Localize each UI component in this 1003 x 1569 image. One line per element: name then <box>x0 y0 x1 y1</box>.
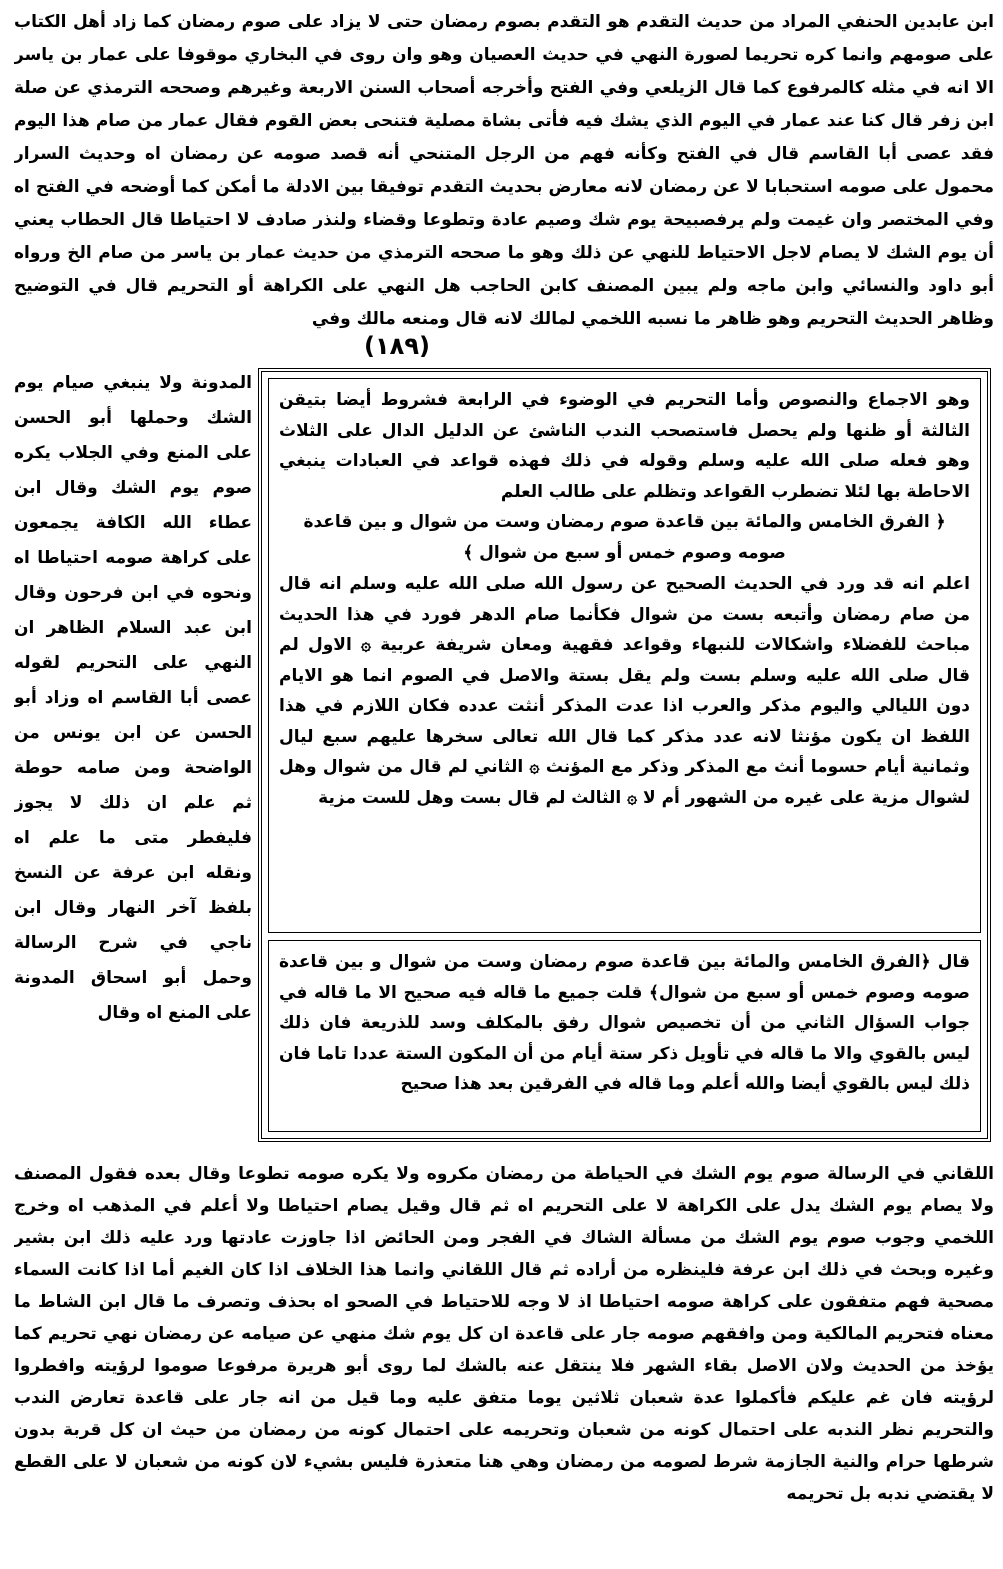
main-text-body: اعلم انه قد ورد في الحديث الصحيح عن رسول الله صلى الله عليه وسلم انه قال من صام رمضان وأتبعه بست من شوال فكأنما صام الدهر فورد في هذا الحديث مباحث للفضلاء واشكالات للنبهاء وقواعد فقهية ومعان شريفة عربية ۞ الاول لم قال صلى الله عليه وسلم بست ولم يقل بستة والاصل في الصوم انما هو الايام دون الليالي واليوم مذكر والعرب اذا عدت المذكر أنثت عدده فكان اللازم في هذا اللفظ ان يكون مؤنثا لانه عدد مذكر كما قال الله تعالى سخرها عليهم سبع ليال وثمانية أيام حسوما أنث مع المذكر وذكر مع المؤنث ۞ الثاني لم قال من شوال وهل لشوال مزية على غيره من الشهور أم لا ۞ الثالث لم قال بست وهل للست مزية <box>279 574 970 808</box>
gloss-text: قال ﴿الفرق الخامس والمائة بين قاعدة صوم رمضان وست من شوال و بين قاعدة صومه وصوم خمس أو سبع من شوال﴾ قلت جميع ما قاله فيه صحيح الا ما قاله في جواب السؤال الثاني من أن تخصيص شوال رفق بالمكلف وسد للذريعة فان ذلك ليس بالقوي والا ما قاله في تأويل ذكر ستة أيام من أن المكون الستة عددا تاما فان ذلك ليس بالقوي أيضا والله أعلم وما قاله في الفرقين بعد هذا صحيح <box>279 952 970 1094</box>
chapter-heading-line-2: صومه وصوم خمس أو سبع من شوال ﴾ <box>463 543 786 563</box>
main-text-box <box>268 378 981 933</box>
gloss-box <box>268 940 981 1132</box>
top-commentary-paragraph: ابن عابدين الحنفي المراد من حديث التقدم هو التقدم بصوم رمضان حتى لا يزاد على صوم رمضان كما زاد أهل الكتاب على صومهم وانما كره تحريما لصورة النهي في حديث العصيان وهو وان روى في البخاري موقوفا على عمار بن ياسر الا انه في مثله كالمرفوع كما قال الزيلعي وفي الفتح وأخرجه أصحاب السنن الاربعة وغيرهم وصححه الترمذي عن صلة ابن زفر قال كنا عند عمار في اليوم الذي يشك فيه فأتى بشاة مصلية فتنحى بعض القوم فقال عمار من صام هذا اليوم فقد عصى أبا القاسم قال في الفتح وكأنه فهم من الرجل المتنحي أنه قصد صومه عن رمضان اه وحديث السرار محمول على صومه استحبابا لا عن رمضان لانه معارض بحديث التقدم توفيقا بين الادلة ما أمكن كما أوضحه في الفتح اه وفي المختصر وان غيمت ولم يرفصبيحة يوم شك وصيم عادة وتطوعا وقضاء ولنذر صادف لا احتياطا قال الحطاب يعني أن يوم الشك لا يصام لاجل الاحتياط للنهي عن ذلك وهو ما صححه الترمذي من حديث عمار بن ياسر من صام الخ ورواه أبو داود والنسائي وابن ماجه ولم يبين المصنف كابن الحاجب هل النهي على الكراهة أو التحريم قال في التوضيح وظاهر الحديث التحريم وهو ظاهر ما نسبه اللخمي لمالك لانه قال ومنعه مالك وفي <box>14 12 994 329</box>
main-text-intro: وهو الاجماع والنصوص وأما التحريم في الوضوء في الرابعة فشروط أيضا بتيقن الثالثة أو ظنها ولم يحصل فاستصحب الندب الناشئ عن الدليل الدال على الثلاث وهو فعله صلى الله عليه وسلم وقوله في ذلك فهذه قواعد في العبادات ينبغي الاحاطة بها لئلا تضطرب القواعد وتظلم على طالب العلم <box>279 390 970 502</box>
chapter-heading-line-1: ﴿ الفرق الخامس والمائة بين قاعدة صوم رمضان وست من شوال و بين قاعدة <box>303 512 946 532</box>
main-text-frame <box>258 368 991 1142</box>
bottom-commentary-paragraph: اللقاني في الرسالة صوم يوم الشك في الحياطة من رمضان مكروه ولا يكره صومه تطوعا وقال بعده فقول المصنف ولا يصام يوم الشك يدل على الكراهة لا على التحريم اه ثم قال وقيل يصام احتياطا ولا أعلم في المذهب اه وخرج اللخمي وجوب صوم يوم الشك من مسألة الشاك في الفجر ومن الحائض اذا جاوزت عادتها ورد عليه ذلك ابن بشير وغيره وبحث في ذلك ابن عرفة فلينظره من أراده ثم قال اللقاني وانما هذا الخلاف اذا كان الغيم أما اذا كانت السماء مصحية فهم متفقون على كراهة صومه احتياطا اذ لا وجه للاحتياط في الصحو اه بحذف وتصرف ما قال ابن الشاط ما معناه فتحريم المالكية ومن وافقهم صومه جار على قاعدة ان كل يوم شك منهي عن صيامه عن رمضان نهي تحريم كما يؤخذ من الحديث ولان الاصل بقاء الشهر فلا ينتقل عنه بالشك لما روى أبو هريرة مرفوعا صوموا لرؤيته وافطروا لرؤيته فان غم عليكم فأكملوا عدة شعبان ثلاثين يوما متفق عليه وما قيل من انه جار على قاعدة تعارض الندب والتحريم نظر الندبه على احتمال كونه من شعبان وتحريمه على احتمال كونه من رمضان من حيث ان كل قربة بدون شرطها حرام والنية الجازمة شرط لصومه من رمضان وهي هنا متعذرة فليس بشيء لان كونه من شعبان لا على القطع لا يقتضي ندبه بل تحريمه <box>14 1164 994 1504</box>
page-number: (١٨٩) <box>364 332 430 360</box>
side-margin-commentary: المدونة ولا ينبغي صيام يوم الشك وحملها أبو الحسن على المنع وفي الجلاب يكره صوم يوم الشك وقال ابن عطاء الله الكافة يجمعون على كراهة صومه احتياطا اه ونحوه في ابن فرحون وقال ابن عبد السلام الظاهر ان النهي على التحريم لقوله عصى أبا القاسم اه وزاد أبو الحسن عن ابن يونس من الواضحة ومن صامه حوطة ثم علم ان ذلك لا يجوز فليفطر متى ما علم اه ونقله ابن عرفة عن النسخ بلفظ آخر النهار وقال ابن ناجي في شرح الرسالة وحمل أبو اسحاق المدونة على المنع اه وقال <box>14 373 252 1023</box>
